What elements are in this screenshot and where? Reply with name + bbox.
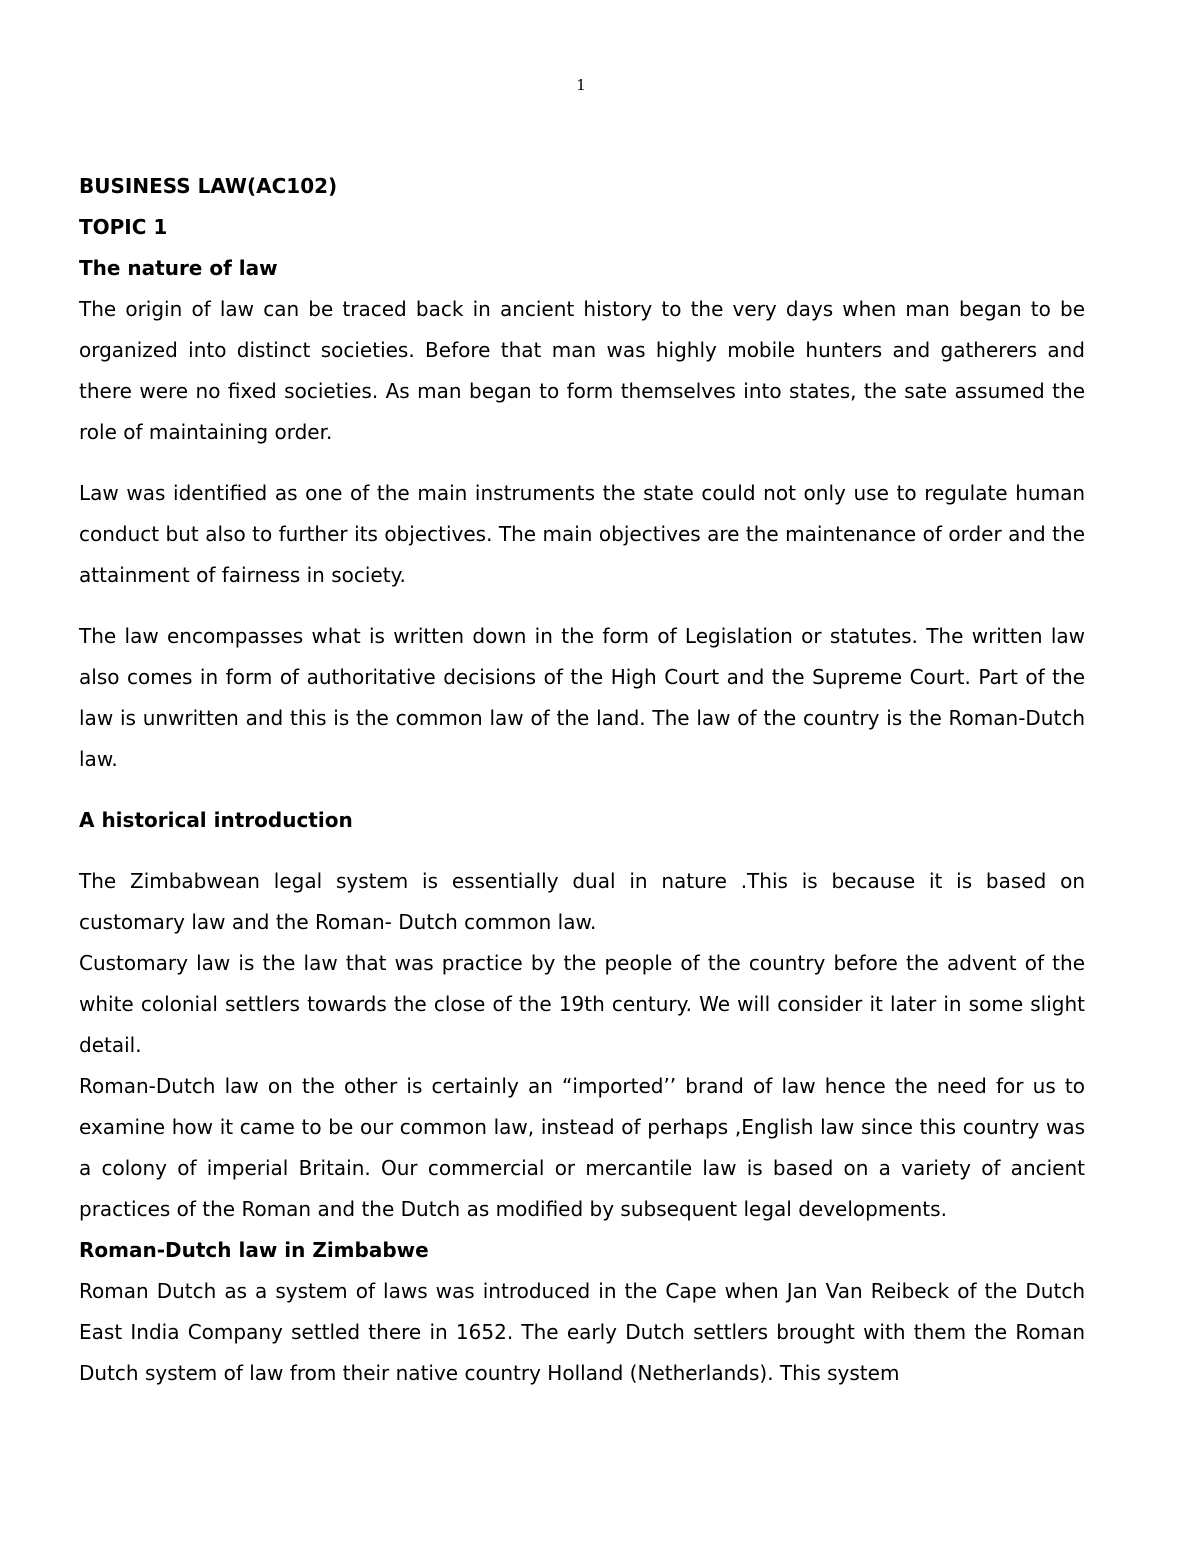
course-title: BUSINESS LAW(AC102) bbox=[79, 174, 338, 198]
section-heading-historical-introduction: A historical introduction bbox=[79, 808, 353, 832]
page-number: 1 bbox=[576, 76, 586, 94]
paragraph-law-encompasses: The law encompasses what is written down in the form of Legislation or statutes. The written law also comes in form of authoritative decisions of the High Court and the Supreme Court. Part of the law is unwritten and this is the common law of the land. The law of the country is the Roman-Dutch law. bbox=[79, 624, 1085, 771]
paragraph-law-instruments: Law was identified as one of the main instruments the state could not only use to regulate human conduct but also to further its objectives. The main objectives are the maintenance of order and the attainment of fairness in society. bbox=[79, 481, 1085, 587]
document-body bbox=[79, 166, 1085, 1394]
paragraph-origin-of-law: The origin of law can be traced back in ancient history to the very days when man began to be organized into distinct societies. Before that man was highly mobile hunters and gatherers and there were no fixed societies. As man began to form themselves into states, the sate assumed the role of maintaining order. bbox=[79, 297, 1085, 444]
paragraph-roman-dutch-cape: Roman Dutch as a system of laws was introduced in the Cape when Jan Van Reibeck of the Dutch East India Company settled there in 1652. The early Dutch settlers brought with them the Roman Dutch system of law from their native country Holland (Netherlands). This system bbox=[79, 1279, 1085, 1385]
topic-label: TOPIC 1 bbox=[79, 215, 168, 239]
paragraph-customary-law: Customary law is the law that was practice by the people of the country before the advent of the white colonial settlers towards the close of the 19th century. We will consider it later in some slight detail. bbox=[79, 951, 1085, 1057]
section-heading-roman-dutch-zimbabwe: Roman-Dutch law in Zimbabwe bbox=[79, 1238, 429, 1262]
paragraph-dual-system: The Zimbabwean legal system is essentially dual in nature .This is because it is based on customary law and the Roman- Dutch common law. bbox=[79, 869, 1085, 934]
paragraph-roman-dutch-imported: Roman-Dutch law on the other is certainly an “imported’’ brand of law hence the need for us to examine how it came to be our common law, instead of perhaps ,English law since this country was a colony of imperial Britain. Our commercial or mercantile law is based on a variety of ancient practices of the Roman and the Dutch as modified by subsequent legal developments. bbox=[79, 1074, 1085, 1221]
section-heading-nature-of-law: The nature of law bbox=[79, 256, 278, 280]
